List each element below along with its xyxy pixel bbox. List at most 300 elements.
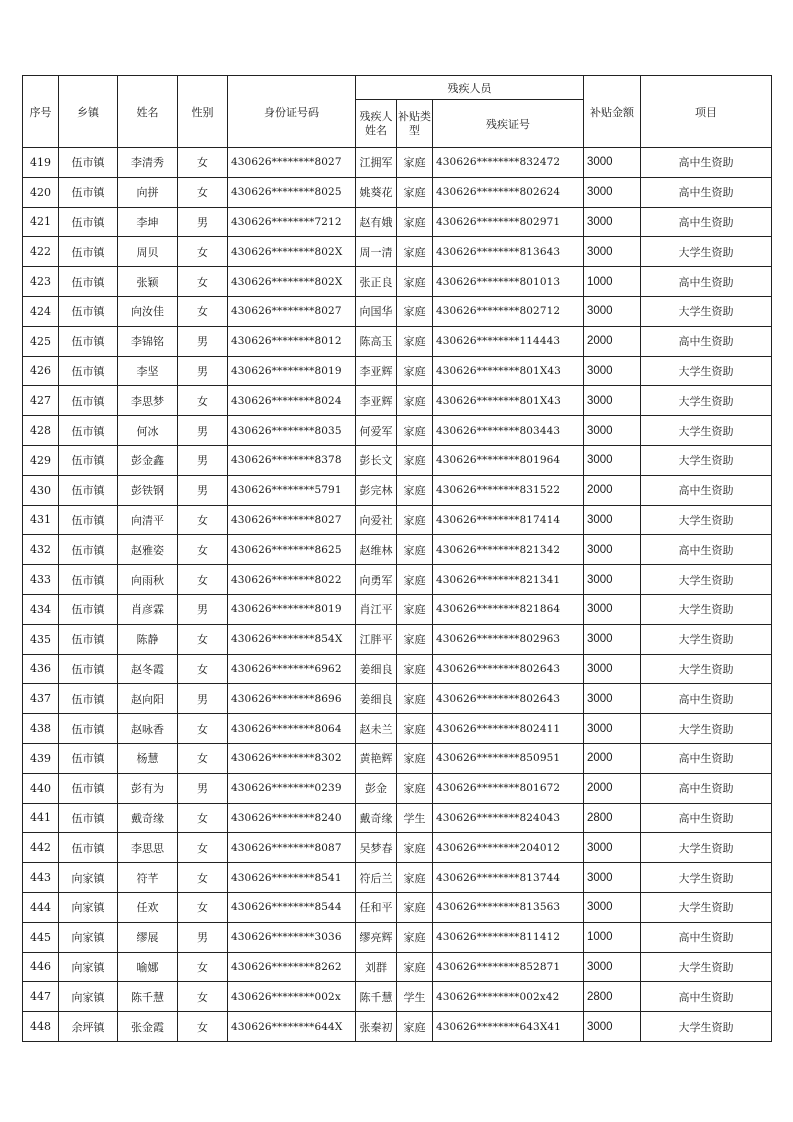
cell-subsidy-type: 家庭 bbox=[397, 296, 433, 326]
cell-id-number: 430626********8064 bbox=[228, 714, 356, 744]
cell-name: 喻娜 bbox=[118, 952, 178, 982]
cell-amount: 3000 bbox=[584, 624, 641, 654]
cell-gender: 女 bbox=[178, 714, 228, 744]
cell-id-number: 430626********8302 bbox=[228, 743, 356, 773]
cell-seq: 430 bbox=[23, 475, 59, 505]
cell-gender: 女 bbox=[178, 386, 228, 416]
cell-subsidy-type: 家庭 bbox=[397, 743, 433, 773]
cell-gender: 女 bbox=[178, 624, 228, 654]
cell-project: 大学生资助 bbox=[641, 445, 772, 475]
cell-disability-cert: 430626********852871 bbox=[433, 952, 584, 982]
cell-seq: 448 bbox=[23, 1012, 59, 1042]
cell-id-number: 430626********0239 bbox=[228, 773, 356, 803]
cell-gender: 女 bbox=[178, 654, 228, 684]
table-row bbox=[23, 654, 772, 684]
cell-seq: 432 bbox=[23, 535, 59, 565]
cell-disability-cert: 430626********801013 bbox=[433, 267, 584, 297]
cell-township: 伍市镇 bbox=[59, 296, 118, 326]
cell-disabled-name: 彭长文 bbox=[356, 445, 397, 475]
cell-gender: 女 bbox=[178, 237, 228, 267]
cell-seq: 420 bbox=[23, 177, 59, 207]
cell-seq: 428 bbox=[23, 416, 59, 446]
table-row bbox=[23, 803, 772, 833]
cell-seq: 431 bbox=[23, 505, 59, 535]
cell-name: 杨慧 bbox=[118, 743, 178, 773]
cell-gender: 女 bbox=[178, 1012, 228, 1042]
cell-township: 伍市镇 bbox=[59, 416, 118, 446]
cell-id-number: 430626********8027 bbox=[228, 505, 356, 535]
cell-seq: 422 bbox=[23, 237, 59, 267]
cell-subsidy-type: 学生 bbox=[397, 803, 433, 833]
cell-amount: 2800 bbox=[584, 803, 641, 833]
cell-seq: 444 bbox=[23, 892, 59, 922]
cell-amount: 3000 bbox=[584, 1012, 641, 1042]
cell-id-number: 430626********5791 bbox=[228, 475, 356, 505]
cell-gender: 男 bbox=[178, 475, 228, 505]
cell-disability-cert: 430626********802712 bbox=[433, 296, 584, 326]
cell-disabled-name: 姜细良 bbox=[356, 684, 397, 714]
table-row bbox=[23, 267, 772, 297]
cell-gender: 女 bbox=[178, 892, 228, 922]
cell-disability-cert: 430626********801964 bbox=[433, 445, 584, 475]
cell-disabled-name: 姚葵花 bbox=[356, 177, 397, 207]
cell-township: 伍市镇 bbox=[59, 803, 118, 833]
cell-subsidy-type: 家庭 bbox=[397, 356, 433, 386]
cell-name: 李坤 bbox=[118, 207, 178, 237]
header-id-number: 身份证号码 bbox=[228, 76, 356, 148]
table-row bbox=[23, 535, 772, 565]
cell-id-number: 430626********8019 bbox=[228, 594, 356, 624]
cell-disability-cert: 430626********817414 bbox=[433, 505, 584, 535]
cell-township: 伍市镇 bbox=[59, 654, 118, 684]
cell-amount: 3000 bbox=[584, 296, 641, 326]
table-row bbox=[23, 296, 772, 326]
cell-id-number: 430626********8035 bbox=[228, 416, 356, 446]
cell-township: 伍市镇 bbox=[59, 833, 118, 863]
cell-disability-cert: 430626********821864 bbox=[433, 594, 584, 624]
cell-subsidy-type: 家庭 bbox=[397, 445, 433, 475]
cell-amount: 3000 bbox=[584, 416, 641, 446]
cell-disability-cert: 430626********813744 bbox=[433, 863, 584, 893]
cell-id-number: 430626********8019 bbox=[228, 356, 356, 386]
cell-amount: 3000 bbox=[584, 863, 641, 893]
cell-seq: 442 bbox=[23, 833, 59, 863]
cell-project: 高中生资助 bbox=[641, 267, 772, 297]
cell-project: 大学生资助 bbox=[641, 416, 772, 446]
cell-amount: 3000 bbox=[584, 356, 641, 386]
cell-gender: 男 bbox=[178, 773, 228, 803]
cell-seq: 434 bbox=[23, 594, 59, 624]
cell-gender: 男 bbox=[178, 326, 228, 356]
cell-project: 大学生资助 bbox=[641, 386, 772, 416]
cell-township: 伍市镇 bbox=[59, 714, 118, 744]
cell-project: 大学生资助 bbox=[641, 356, 772, 386]
cell-subsidy-type: 学生 bbox=[397, 982, 433, 1012]
cell-name: 陈静 bbox=[118, 624, 178, 654]
cell-amount: 3000 bbox=[584, 386, 641, 416]
header-disabled-name: 残疾人姓名 bbox=[356, 100, 397, 148]
cell-project: 高中生资助 bbox=[641, 475, 772, 505]
cell-subsidy-type: 家庭 bbox=[397, 177, 433, 207]
cell-amount: 1000 bbox=[584, 922, 641, 952]
header-project: 项目 bbox=[641, 76, 772, 148]
cell-disabled-name: 向勇军 bbox=[356, 565, 397, 595]
cell-seq: 447 bbox=[23, 982, 59, 1012]
cell-disabled-name: 戴奇缘 bbox=[356, 803, 397, 833]
cell-disability-cert: 430626********811412 bbox=[433, 922, 584, 952]
cell-gender: 女 bbox=[178, 296, 228, 326]
header-disability-cert: 残疾证号 bbox=[433, 100, 584, 148]
cell-amount: 2800 bbox=[584, 982, 641, 1012]
cell-id-number: 430626********8022 bbox=[228, 565, 356, 595]
cell-subsidy-type: 家庭 bbox=[397, 565, 433, 595]
cell-subsidy-type: 家庭 bbox=[397, 684, 433, 714]
table-row bbox=[23, 237, 772, 267]
cell-disability-cert: 430626********802624 bbox=[433, 177, 584, 207]
cell-project: 高中生资助 bbox=[641, 326, 772, 356]
cell-seq: 443 bbox=[23, 863, 59, 893]
cell-seq: 439 bbox=[23, 743, 59, 773]
cell-subsidy-type: 家庭 bbox=[397, 714, 433, 744]
cell-township: 伍市镇 bbox=[59, 177, 118, 207]
cell-seq: 423 bbox=[23, 267, 59, 297]
cell-disabled-name: 彭完林 bbox=[356, 475, 397, 505]
cell-township: 伍市镇 bbox=[59, 445, 118, 475]
cell-name: 彭铁钢 bbox=[118, 475, 178, 505]
cell-disabled-name: 李亚辉 bbox=[356, 356, 397, 386]
cell-township: 向家镇 bbox=[59, 982, 118, 1012]
table-row bbox=[23, 773, 772, 803]
cell-gender: 女 bbox=[178, 833, 228, 863]
cell-gender: 女 bbox=[178, 535, 228, 565]
table-row bbox=[23, 982, 772, 1012]
cell-subsidy-type: 家庭 bbox=[397, 594, 433, 624]
cell-gender: 女 bbox=[178, 952, 228, 982]
cell-disabled-name: 陈千慧 bbox=[356, 982, 397, 1012]
table-row bbox=[23, 326, 772, 356]
table-row bbox=[23, 922, 772, 952]
cell-gender: 男 bbox=[178, 594, 228, 624]
cell-township: 伍市镇 bbox=[59, 594, 118, 624]
table-row bbox=[23, 952, 772, 982]
cell-gender: 男 bbox=[178, 445, 228, 475]
cell-seq: 419 bbox=[23, 148, 59, 178]
cell-gender: 女 bbox=[178, 803, 228, 833]
cell-subsidy-type: 家庭 bbox=[397, 922, 433, 952]
cell-id-number: 430626********8025 bbox=[228, 177, 356, 207]
cell-project: 大学生资助 bbox=[641, 594, 772, 624]
cell-township: 伍市镇 bbox=[59, 624, 118, 654]
cell-subsidy-type: 家庭 bbox=[397, 654, 433, 684]
cell-project: 高中生资助 bbox=[641, 773, 772, 803]
cell-disabled-name: 何爱军 bbox=[356, 416, 397, 446]
table-row bbox=[23, 445, 772, 475]
cell-township: 伍市镇 bbox=[59, 267, 118, 297]
cell-project: 大学生资助 bbox=[641, 833, 772, 863]
cell-subsidy-type: 家庭 bbox=[397, 148, 433, 178]
cell-amount: 3000 bbox=[584, 952, 641, 982]
cell-subsidy-type: 家庭 bbox=[397, 1012, 433, 1042]
cell-subsidy-type: 家庭 bbox=[397, 535, 433, 565]
cell-name: 李思思 bbox=[118, 833, 178, 863]
table-row bbox=[23, 416, 772, 446]
cell-subsidy-type: 家庭 bbox=[397, 833, 433, 863]
cell-id-number: 430626********8240 bbox=[228, 803, 356, 833]
cell-disability-cert: 430626********832472 bbox=[433, 148, 584, 178]
cell-seq: 424 bbox=[23, 296, 59, 326]
cell-name: 李清秀 bbox=[118, 148, 178, 178]
cell-project: 高中生资助 bbox=[641, 803, 772, 833]
cell-disability-cert: 430626********802963 bbox=[433, 624, 584, 654]
header-name: 姓名 bbox=[118, 76, 178, 148]
cell-subsidy-type: 家庭 bbox=[397, 475, 433, 505]
table-row bbox=[23, 743, 772, 773]
table-body bbox=[23, 148, 772, 1042]
cell-township: 伍市镇 bbox=[59, 773, 118, 803]
cell-project: 高中生资助 bbox=[641, 743, 772, 773]
cell-disability-cert: 430626********821342 bbox=[433, 535, 584, 565]
cell-township: 伍市镇 bbox=[59, 565, 118, 595]
cell-name: 肖彦霖 bbox=[118, 594, 178, 624]
cell-gender: 男 bbox=[178, 684, 228, 714]
cell-project: 高中生资助 bbox=[641, 982, 772, 1012]
header-disabled-group: 残疾人员 bbox=[356, 76, 584, 100]
cell-amount: 3000 bbox=[584, 684, 641, 714]
table-row bbox=[23, 356, 772, 386]
cell-township: 向家镇 bbox=[59, 952, 118, 982]
cell-disabled-name: 赵未兰 bbox=[356, 714, 397, 744]
cell-amount: 3000 bbox=[584, 207, 641, 237]
table-header bbox=[23, 76, 772, 148]
cell-name: 赵咏香 bbox=[118, 714, 178, 744]
cell-disability-cert: 430626********802643 bbox=[433, 654, 584, 684]
table-row bbox=[23, 863, 772, 893]
cell-seq: 445 bbox=[23, 922, 59, 952]
cell-gender: 男 bbox=[178, 207, 228, 237]
cell-gender: 女 bbox=[178, 505, 228, 535]
cell-disabled-name: 江胖平 bbox=[356, 624, 397, 654]
cell-name: 张颖 bbox=[118, 267, 178, 297]
cell-disability-cert: 430626********802971 bbox=[433, 207, 584, 237]
cell-gender: 女 bbox=[178, 982, 228, 1012]
cell-amount: 3000 bbox=[584, 505, 641, 535]
cell-disability-cert: 430626********802411 bbox=[433, 714, 584, 744]
cell-amount: 3000 bbox=[584, 833, 641, 863]
cell-amount: 3000 bbox=[584, 177, 641, 207]
cell-township: 伍市镇 bbox=[59, 386, 118, 416]
cell-name: 张金霞 bbox=[118, 1012, 178, 1042]
cell-subsidy-type: 家庭 bbox=[397, 416, 433, 446]
table-row bbox=[23, 892, 772, 922]
table-row bbox=[23, 475, 772, 505]
cell-project: 大学生资助 bbox=[641, 892, 772, 922]
cell-seq: 436 bbox=[23, 654, 59, 684]
cell-gender: 女 bbox=[178, 863, 228, 893]
cell-township: 伍市镇 bbox=[59, 475, 118, 505]
cell-amount: 2000 bbox=[584, 475, 641, 505]
cell-name: 彭有为 bbox=[118, 773, 178, 803]
header-amount: 补贴金额 bbox=[584, 76, 641, 148]
cell-disability-cert: 430626********813563 bbox=[433, 892, 584, 922]
cell-disability-cert: 430626********813643 bbox=[433, 237, 584, 267]
cell-disabled-name: 刘群 bbox=[356, 952, 397, 982]
cell-name: 缪展 bbox=[118, 922, 178, 952]
cell-disability-cert: 430626********801X43 bbox=[433, 356, 584, 386]
cell-township: 伍市镇 bbox=[59, 237, 118, 267]
cell-id-number: 430626********8027 bbox=[228, 148, 356, 178]
cell-name: 戴奇缘 bbox=[118, 803, 178, 833]
cell-disability-cert: 430626********643X41 bbox=[433, 1012, 584, 1042]
cell-seq: 429 bbox=[23, 445, 59, 475]
table-row bbox=[23, 148, 772, 178]
cell-project: 大学生资助 bbox=[641, 505, 772, 535]
cell-township: 伍市镇 bbox=[59, 148, 118, 178]
cell-subsidy-type: 家庭 bbox=[397, 386, 433, 416]
cell-seq: 427 bbox=[23, 386, 59, 416]
cell-gender: 女 bbox=[178, 565, 228, 595]
subsidy-table bbox=[22, 75, 772, 1042]
cell-name: 任欢 bbox=[118, 892, 178, 922]
cell-seq: 425 bbox=[23, 326, 59, 356]
cell-name: 彭金鑫 bbox=[118, 445, 178, 475]
cell-id-number: 430626********8541 bbox=[228, 863, 356, 893]
cell-disability-cert: 430626********831522 bbox=[433, 475, 584, 505]
cell-id-number: 430626********8087 bbox=[228, 833, 356, 863]
cell-disabled-name: 李亚辉 bbox=[356, 386, 397, 416]
cell-gender: 女 bbox=[178, 743, 228, 773]
cell-project: 大学生资助 bbox=[641, 863, 772, 893]
table-row bbox=[23, 833, 772, 863]
cell-subsidy-type: 家庭 bbox=[397, 237, 433, 267]
cell-gender: 男 bbox=[178, 416, 228, 446]
cell-disability-cert: 430626********801672 bbox=[433, 773, 584, 803]
cell-disabled-name: 符后兰 bbox=[356, 863, 397, 893]
table-row bbox=[23, 624, 772, 654]
cell-disabled-name: 赵维林 bbox=[356, 535, 397, 565]
cell-id-number: 430626********8696 bbox=[228, 684, 356, 714]
cell-project: 大学生资助 bbox=[641, 714, 772, 744]
cell-amount: 3000 bbox=[584, 565, 641, 595]
cell-disabled-name: 陈高玉 bbox=[356, 326, 397, 356]
table-row bbox=[23, 177, 772, 207]
cell-amount: 3000 bbox=[584, 445, 641, 475]
cell-disability-cert: 430626********803443 bbox=[433, 416, 584, 446]
cell-id-number: 430626********8027 bbox=[228, 296, 356, 326]
cell-gender: 女 bbox=[178, 148, 228, 178]
cell-id-number: 430626********8024 bbox=[228, 386, 356, 416]
cell-disability-cert: 430626********801X43 bbox=[433, 386, 584, 416]
cell-subsidy-type: 家庭 bbox=[397, 773, 433, 803]
cell-disabled-name: 向国华 bbox=[356, 296, 397, 326]
cell-amount: 3000 bbox=[584, 892, 641, 922]
cell-township: 伍市镇 bbox=[59, 743, 118, 773]
cell-township: 向家镇 bbox=[59, 863, 118, 893]
cell-amount: 3000 bbox=[584, 535, 641, 565]
table-row bbox=[23, 684, 772, 714]
cell-disabled-name: 缪亮辉 bbox=[356, 922, 397, 952]
cell-id-number: 430626********6962 bbox=[228, 654, 356, 684]
table-row bbox=[23, 207, 772, 237]
cell-disabled-name: 张正良 bbox=[356, 267, 397, 297]
cell-township: 伍市镇 bbox=[59, 684, 118, 714]
cell-subsidy-type: 家庭 bbox=[397, 952, 433, 982]
cell-disability-cert: 430626********114443 bbox=[433, 326, 584, 356]
cell-seq: 421 bbox=[23, 207, 59, 237]
cell-id-number: 430626********854X bbox=[228, 624, 356, 654]
table-row bbox=[23, 386, 772, 416]
cell-subsidy-type: 家庭 bbox=[397, 892, 433, 922]
cell-amount: 3000 bbox=[584, 654, 641, 684]
cell-name: 周贝 bbox=[118, 237, 178, 267]
cell-name: 符芊 bbox=[118, 863, 178, 893]
cell-seq: 438 bbox=[23, 714, 59, 744]
cell-subsidy-type: 家庭 bbox=[397, 624, 433, 654]
table-row bbox=[23, 1012, 772, 1042]
cell-name: 李锦铭 bbox=[118, 326, 178, 356]
cell-subsidy-type: 家庭 bbox=[397, 207, 433, 237]
cell-id-number: 430626********8378 bbox=[228, 445, 356, 475]
cell-township: 伍市镇 bbox=[59, 535, 118, 565]
cell-project: 高中生资助 bbox=[641, 535, 772, 565]
cell-subsidy-type: 家庭 bbox=[397, 267, 433, 297]
cell-project: 大学生资助 bbox=[641, 237, 772, 267]
cell-disabled-name: 彭金 bbox=[356, 773, 397, 803]
cell-disabled-name: 姜细良 bbox=[356, 654, 397, 684]
cell-seq: 440 bbox=[23, 773, 59, 803]
cell-id-number: 430626********8625 bbox=[228, 535, 356, 565]
cell-amount: 3000 bbox=[584, 594, 641, 624]
cell-disability-cert: 430626********821341 bbox=[433, 565, 584, 595]
cell-subsidy-type: 家庭 bbox=[397, 505, 433, 535]
cell-disabled-name: 江拥军 bbox=[356, 148, 397, 178]
cell-id-number: 430626********644X bbox=[228, 1012, 356, 1042]
cell-seq: 437 bbox=[23, 684, 59, 714]
cell-subsidy-type: 家庭 bbox=[397, 326, 433, 356]
cell-disability-cert: 430626********204012 bbox=[433, 833, 584, 863]
cell-amount: 3000 bbox=[584, 237, 641, 267]
cell-name: 赵雅姿 bbox=[118, 535, 178, 565]
header-subsidy-type: 补贴类型 bbox=[397, 100, 433, 148]
cell-seq: 446 bbox=[23, 952, 59, 982]
table-row bbox=[23, 505, 772, 535]
cell-seq: 435 bbox=[23, 624, 59, 654]
header-gender: 性别 bbox=[178, 76, 228, 148]
table-row bbox=[23, 714, 772, 744]
cell-disability-cert: 430626********850951 bbox=[433, 743, 584, 773]
header-township: 乡镇 bbox=[59, 76, 118, 148]
cell-id-number: 430626********8262 bbox=[228, 952, 356, 982]
cell-name: 向雨秋 bbox=[118, 565, 178, 595]
cell-gender: 男 bbox=[178, 922, 228, 952]
cell-name: 向清平 bbox=[118, 505, 178, 535]
cell-project: 大学生资助 bbox=[641, 952, 772, 982]
cell-project: 大学生资助 bbox=[641, 296, 772, 326]
cell-name: 陈千慧 bbox=[118, 982, 178, 1012]
cell-project: 高中生资助 bbox=[641, 177, 772, 207]
cell-name: 李坚 bbox=[118, 356, 178, 386]
cell-name: 向汝佳 bbox=[118, 296, 178, 326]
cell-disabled-name: 周一清 bbox=[356, 237, 397, 267]
cell-amount: 2000 bbox=[584, 326, 641, 356]
cell-seq: 433 bbox=[23, 565, 59, 595]
cell-project: 大学生资助 bbox=[641, 654, 772, 684]
cell-gender: 女 bbox=[178, 267, 228, 297]
cell-id-number: 430626********3036 bbox=[228, 922, 356, 952]
cell-disabled-name: 黄艳辉 bbox=[356, 743, 397, 773]
cell-id-number: 430626********7212 bbox=[228, 207, 356, 237]
cell-township: 伍市镇 bbox=[59, 505, 118, 535]
cell-disabled-name: 向爱社 bbox=[356, 505, 397, 535]
